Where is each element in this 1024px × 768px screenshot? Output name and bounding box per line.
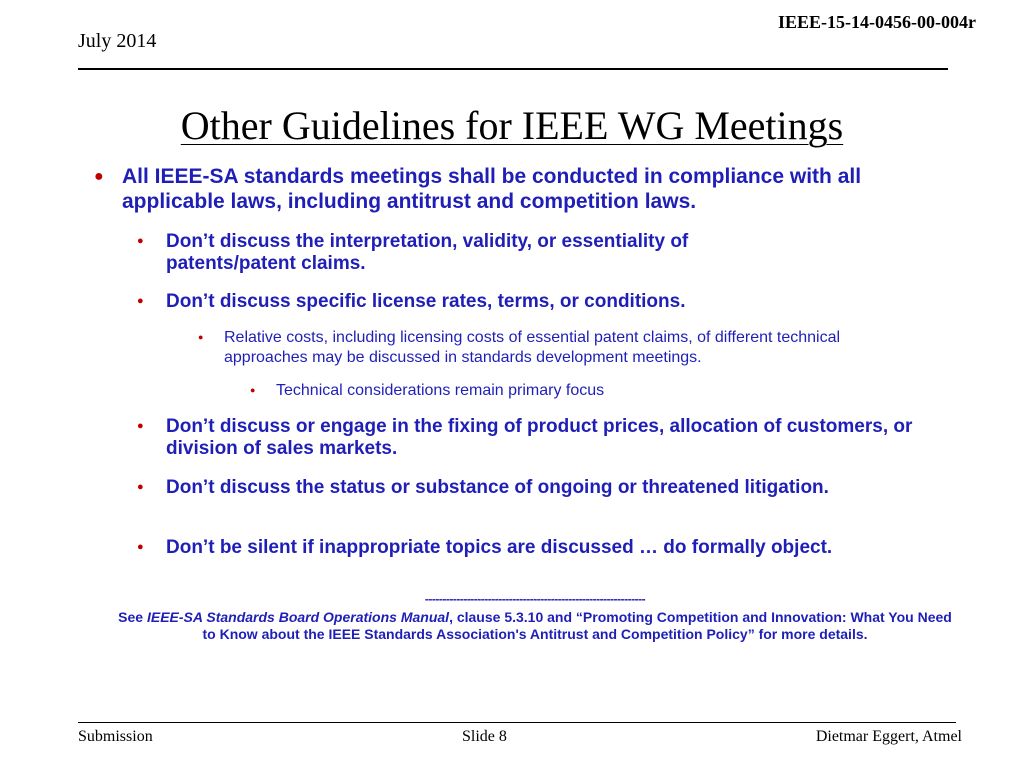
- header-date: July 2014: [78, 30, 157, 52]
- bullet-dot: ●: [137, 420, 144, 432]
- bullet-main: All IEEE-SA standards meetings shall be conducted in compliance with all applicable laws, including antitrust and competition laws.: [122, 165, 862, 213]
- reference-manual-title: IEEE-SA Standards Board Operations Manual: [146, 609, 450, 625]
- bullet-sub-litigation: Don’t discuss the status or substance of ongoing or threatened litigation.: [166, 477, 829, 498]
- footer-author: Dietmar Eggert, Atmel: [815, 728, 962, 745]
- bullet-dot: ●: [198, 332, 204, 342]
- bullet-dot: ●: [137, 295, 144, 307]
- reference-divider: ---------------------------------------------------------------: [424, 592, 646, 606]
- bullet-dot: ●: [137, 235, 144, 247]
- slide-title: Other Guidelines for IEEE WG Meetings: [180, 103, 844, 148]
- bullet-technical-considerations: Technical considerations remain primary focus: [276, 382, 605, 399]
- bullet-dot: ●: [137, 481, 144, 493]
- bullet-dot: ●: [250, 385, 256, 395]
- footer-submission: Submission: [78, 728, 153, 745]
- bullet-sub-object: Don’t be silent if inappropriate topics are discussed … do formally object.: [166, 537, 833, 558]
- reference-note: [110, 593, 960, 643]
- header-divider: [78, 68, 948, 70]
- reference-see: See: [118, 609, 147, 625]
- reference-details: , clause 5.3.10 and “Promoting Competition and Innovation: What You Need to Know about the IEEE Standards Association's Antitrust and Competition Policy” for more details.: [202, 609, 952, 642]
- document-id: IEEE-15-14-0456-00-004r: [778, 12, 976, 32]
- bullet-relative-costs: Relative costs, including licensing costs of essential patent claims, of different technical approaches may be discussed in standards development meetings.: [224, 329, 841, 366]
- bullet-sub-prices: Don’t discuss or engage in the fixing of product prices, allocation of customers, or division of sales markets.: [166, 416, 913, 459]
- footer-slide-number: Slide 8: [462, 728, 507, 745]
- bullet-sub-license: Don’t discuss specific license rates, terms, or conditions.: [166, 291, 686, 312]
- bullet-dot: ●: [94, 168, 104, 185]
- bullet-sub-patents: Don’t discuss the interpretation, validity, or essentiality of patents/patent claims.: [166, 231, 689, 274]
- bullet-dot: ●: [137, 541, 144, 553]
- footer-divider: [78, 722, 956, 723]
